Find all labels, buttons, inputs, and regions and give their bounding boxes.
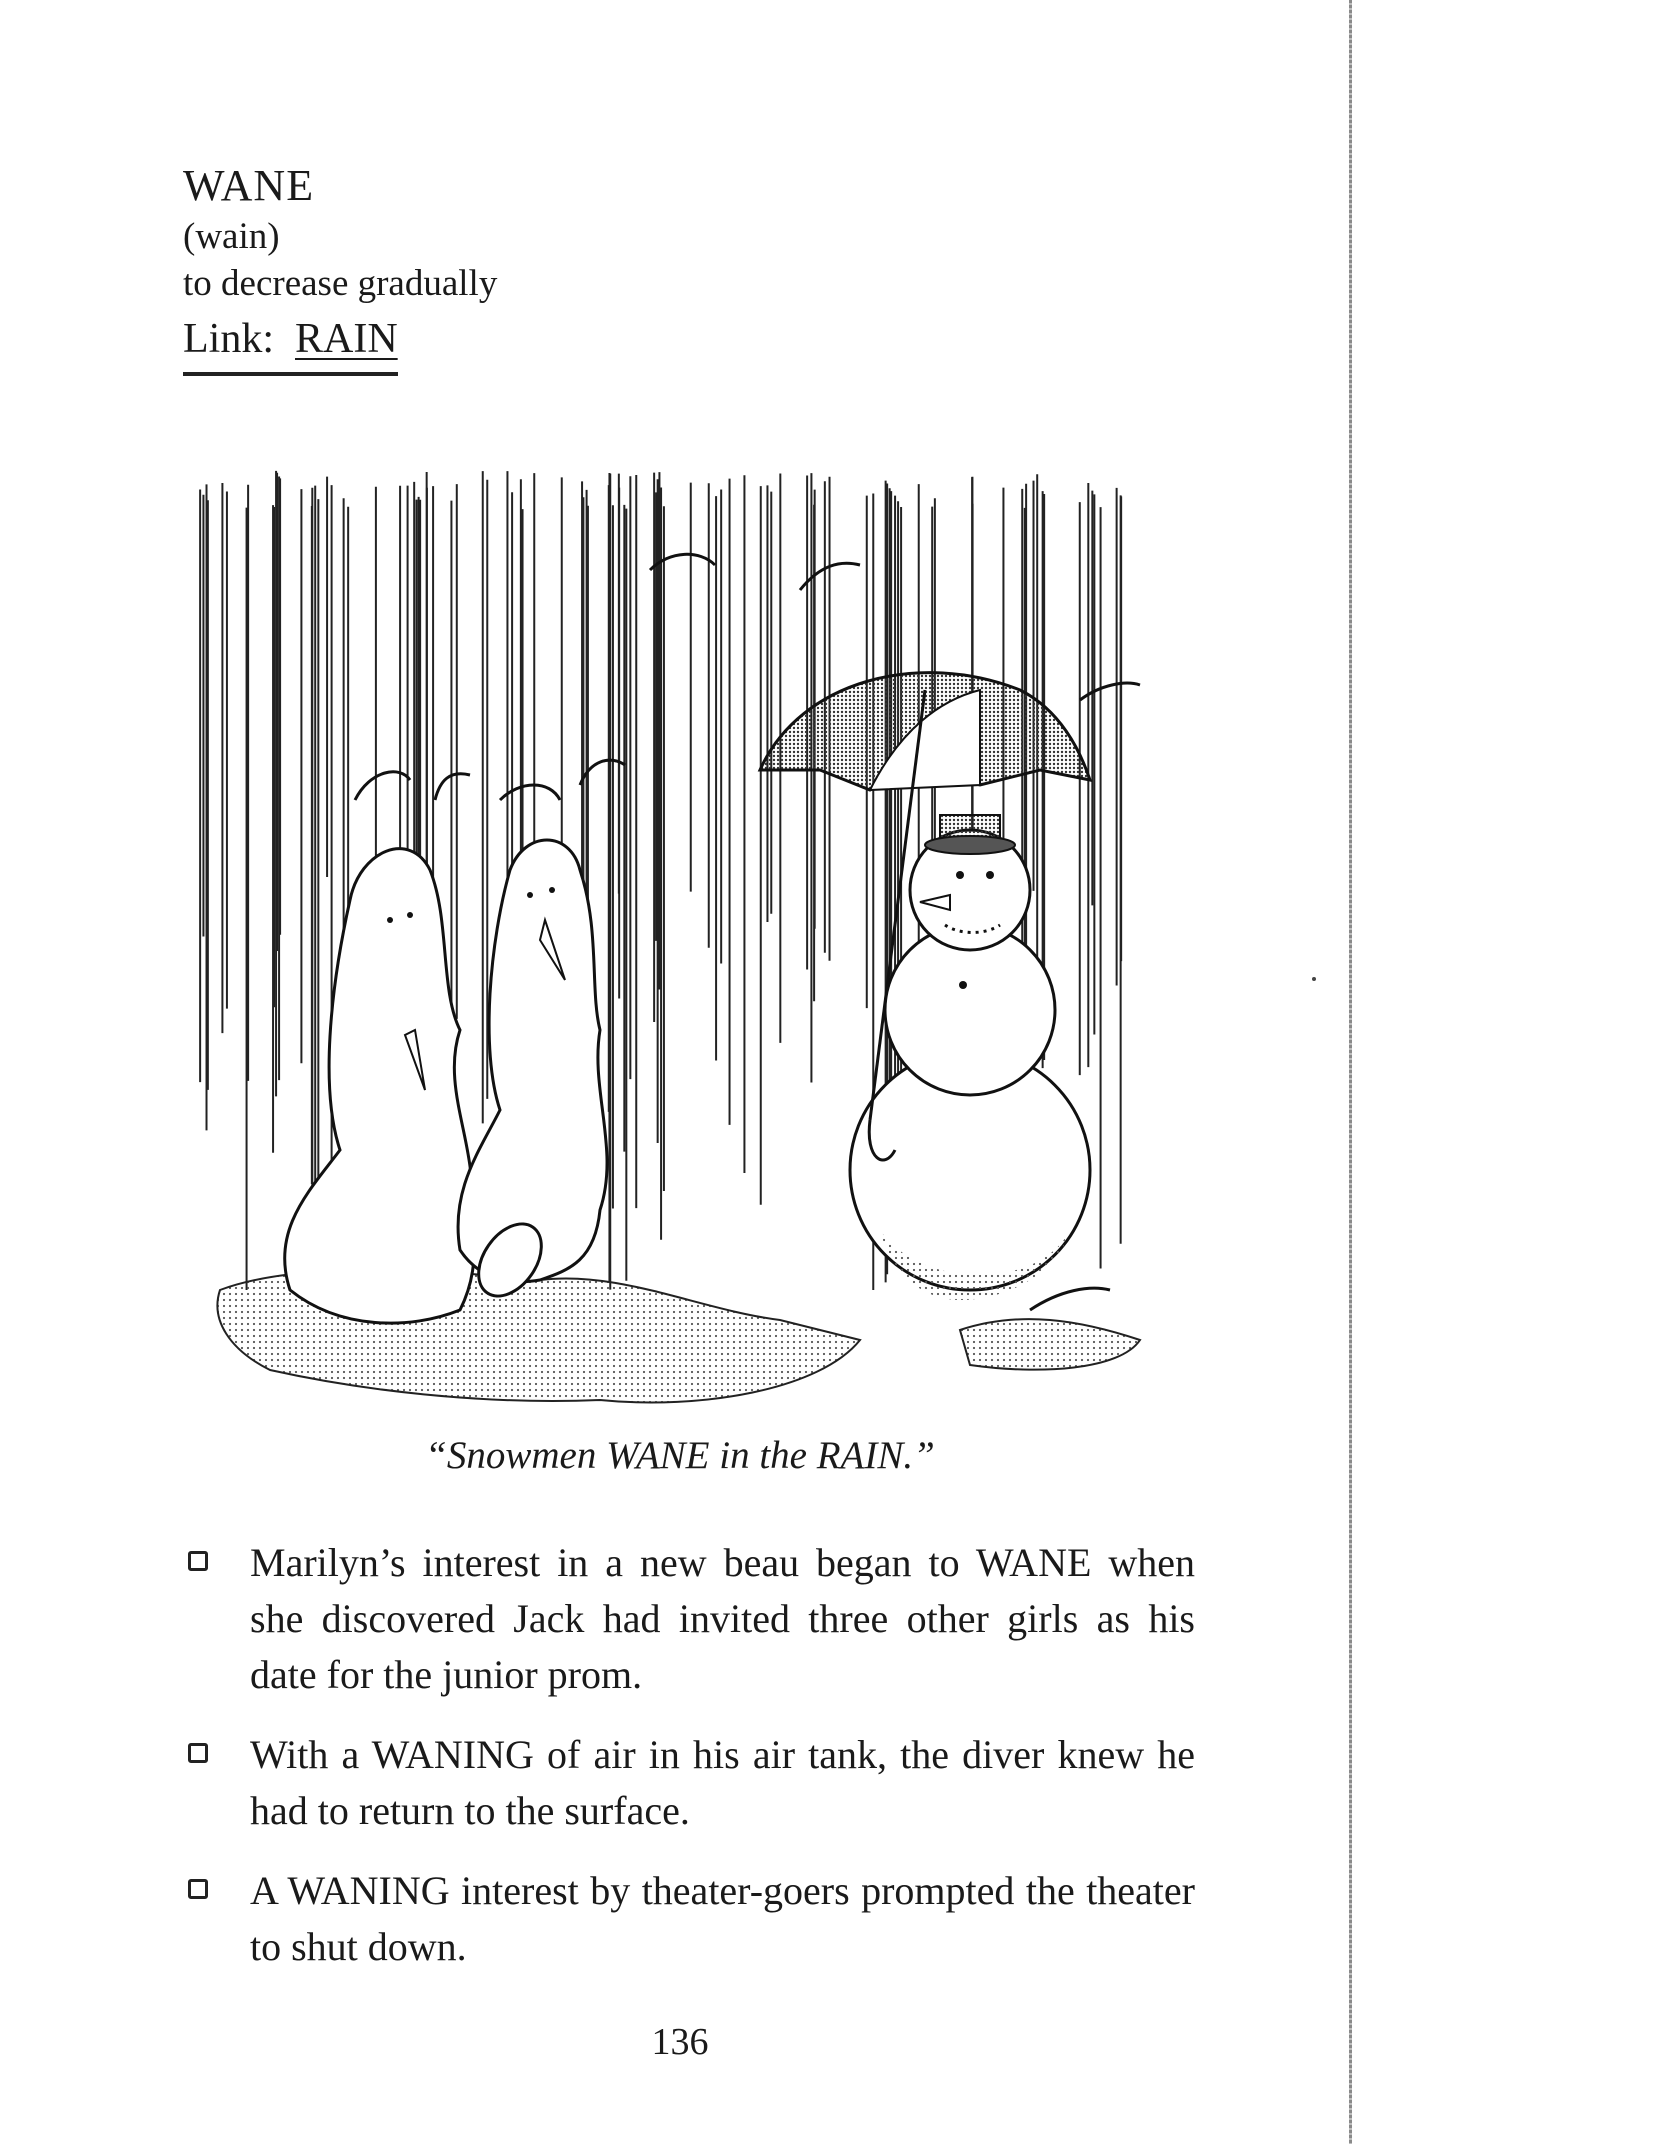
link-label: Link: — [183, 315, 274, 362]
example-sentence — [180, 1535, 1195, 1703]
vocab-entry — [183, 160, 497, 376]
example-text: Marilyn’s interest in a new beau began to WANE when she discovered Jack had invited three other girls as his date for the junior prom. — [250, 1540, 1195, 1697]
example-text: A WANING interest by theater-goers prompted the theater to shut down. — [250, 1868, 1195, 1969]
puddle — [960, 1319, 1140, 1370]
pronunciation: (wain) — [183, 215, 280, 257]
link-line — [183, 312, 398, 377]
example-sentence — [180, 1863, 1195, 1975]
illustration-caption: “Snowmen WANE in the RAIN.” — [425, 1434, 935, 1477]
link-word: RAIN — [295, 315, 398, 362]
page-number: 136 — [651, 2021, 709, 2063]
example-sentence — [180, 1727, 1195, 1839]
checkbox-icon[interactable] — [188, 1551, 208, 1571]
cartoon-illustration — [180, 470, 1210, 1420]
example-sentences — [180, 1535, 1195, 1999]
checkbox-icon[interactable] — [188, 1879, 208, 1899]
page-edge-rule — [1349, 0, 1352, 2144]
example-text: With a WANING of air in his air tank, the diver knew he had to return to the surface. — [250, 1732, 1195, 1833]
melting-snowman — [458, 840, 607, 1282]
definition: to decrease gradually — [183, 263, 498, 305]
headword: WANE — [183, 161, 315, 210]
stray-mark — [1312, 977, 1316, 981]
checkbox-icon[interactable] — [188, 1743, 208, 1763]
